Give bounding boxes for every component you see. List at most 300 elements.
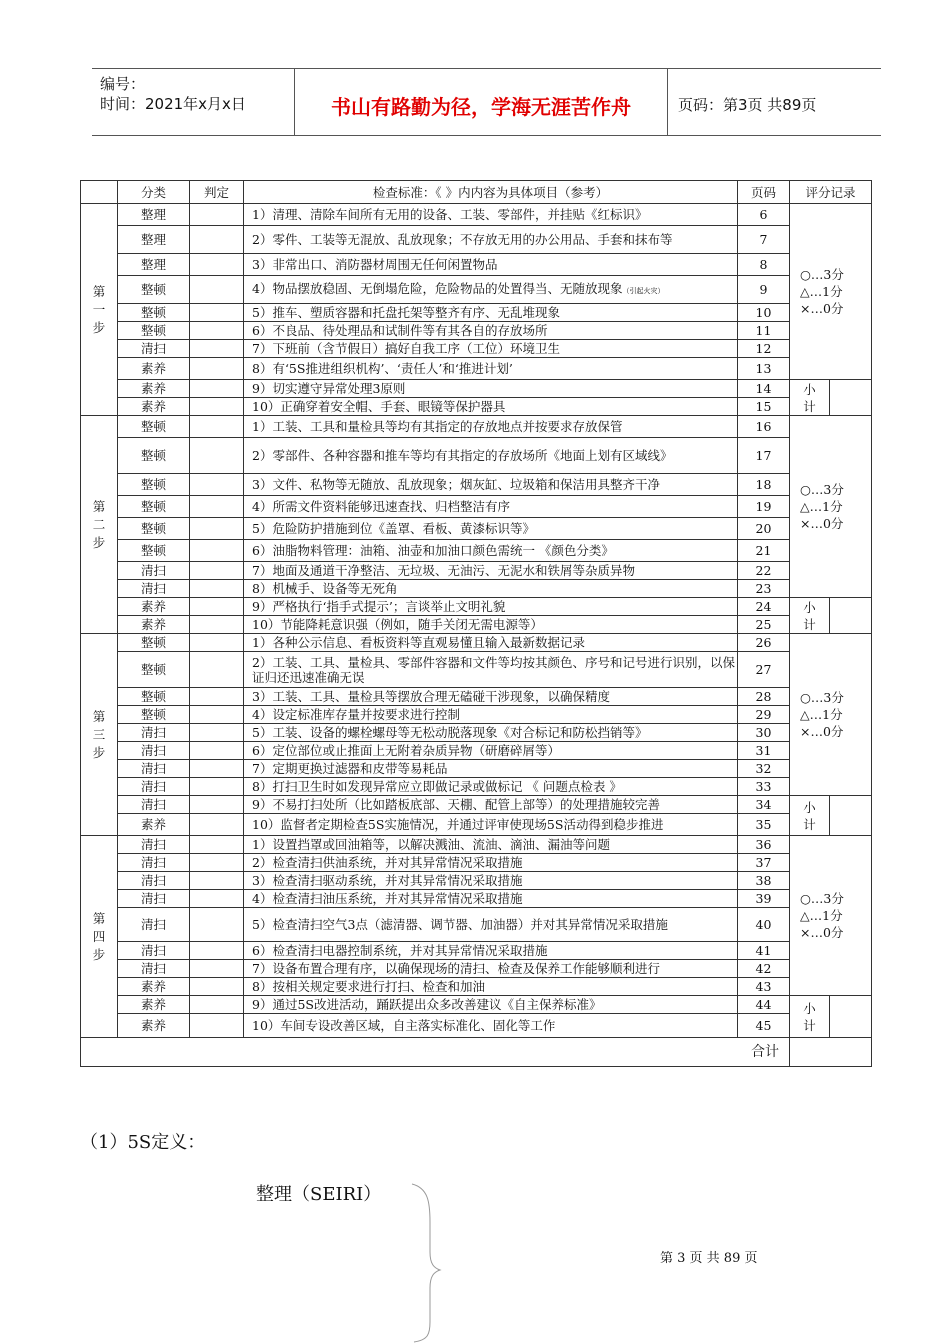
category-cell: 素养 bbox=[118, 1014, 190, 1038]
judgement-cell[interactable] bbox=[190, 474, 244, 496]
page-cell: 21 bbox=[738, 540, 790, 562]
standard-text: 7）设备布置合理有序，以确保现场的清扫、检查及保养工作能够顺利进行 bbox=[252, 961, 660, 976]
judgement-cell[interactable] bbox=[190, 872, 244, 890]
table-row bbox=[81, 960, 872, 978]
table-header-row bbox=[81, 181, 872, 204]
standard-cell bbox=[244, 890, 738, 908]
standard-cell bbox=[244, 474, 738, 496]
header-page-cell bbox=[668, 69, 881, 135]
judgement-cell[interactable] bbox=[190, 598, 244, 616]
standard-cell bbox=[244, 518, 738, 540]
standard-cell bbox=[244, 724, 738, 742]
page-cell: 13 bbox=[738, 358, 790, 380]
table-row bbox=[81, 688, 872, 706]
category-cell: 清扫 bbox=[118, 724, 190, 742]
category-cell: 素养 bbox=[118, 996, 190, 1014]
standard-text: 6）定位部位或止推面上无附着杂质异物（研磨碎屑等） bbox=[252, 743, 560, 758]
standard-cell bbox=[244, 204, 738, 226]
judgement-cell[interactable] bbox=[190, 1014, 244, 1038]
category-cell: 素养 bbox=[118, 598, 190, 616]
page-cell: 17 bbox=[738, 438, 790, 474]
standard-text: 2）零部件、各种容器和推车等均有其指定的存放场所《地面上划有区域线》 bbox=[252, 448, 673, 463]
category-cell: 整理 bbox=[118, 204, 190, 226]
page-cell: 10 bbox=[738, 304, 790, 322]
score-legend bbox=[790, 204, 872, 380]
standard-text: 8）有‘5S推进组织机构’、‘责任人’和‘推进计划’ bbox=[252, 361, 513, 376]
table-row bbox=[81, 416, 872, 438]
table-row bbox=[81, 358, 872, 380]
page-cell: 28 bbox=[738, 688, 790, 706]
score-legend bbox=[790, 416, 872, 598]
standard-text: 10）正确穿着安全帽、手套、眼镜等保护器具 bbox=[252, 399, 506, 414]
page-cell: 32 bbox=[738, 760, 790, 778]
page-cell: 15 bbox=[738, 398, 790, 416]
standard-text: 7）定期更换过滤器和皮带等易耗品 bbox=[252, 761, 448, 776]
category-cell: 整顿 bbox=[118, 438, 190, 474]
standard-text: 3）文件、私物等无随放、乱放现象；烟灰缸、垃圾箱和保洁用具整齐干净 bbox=[252, 477, 660, 492]
table-row bbox=[81, 580, 872, 598]
standard-text: 10）车间专设改善区域，自主落实标准化、固化等工作 bbox=[252, 1018, 556, 1033]
category-cell: 清扫 bbox=[118, 796, 190, 814]
category-cell: 清扫 bbox=[118, 836, 190, 854]
category-cell: 整顿 bbox=[118, 322, 190, 340]
table-row bbox=[81, 204, 872, 226]
standard-text: 4）设定标准库存量并按要求进行控制 bbox=[252, 707, 460, 722]
score-legend-cross: ×…0分 bbox=[800, 925, 844, 940]
page-cell: 11 bbox=[738, 322, 790, 340]
category-cell: 清扫 bbox=[118, 854, 190, 872]
step-label-text: 第三步 bbox=[92, 708, 106, 760]
page-cell: 26 bbox=[738, 634, 790, 652]
standard-text: 5）推车、塑质容器和托盘托架等整齐有序、无乱堆现象 bbox=[252, 305, 560, 320]
category-cell: 整顿 bbox=[118, 634, 190, 652]
score-legend-circle: ○…3分 bbox=[800, 891, 844, 906]
category-cell: 清扫 bbox=[118, 890, 190, 908]
standard-text: 8）机械手、设备等无死角 bbox=[252, 581, 398, 596]
page-cell: 33 bbox=[738, 778, 790, 796]
step-label-text: 第二步 bbox=[92, 498, 106, 550]
page-cell: 16 bbox=[738, 416, 790, 438]
subtotal-label-text: 小计 bbox=[803, 381, 816, 414]
score-legend-triangle: △…1分 bbox=[800, 908, 843, 923]
table-row bbox=[81, 778, 872, 796]
category-cell: 整顿 bbox=[118, 276, 190, 304]
page-cell: 27 bbox=[738, 652, 790, 688]
judgement-cell[interactable] bbox=[190, 854, 244, 872]
page-cell: 19 bbox=[738, 496, 790, 518]
checklist-body bbox=[81, 204, 872, 1038]
page-cell: 22 bbox=[738, 562, 790, 580]
step-label-text: 第四步 bbox=[92, 910, 106, 962]
standard-cell bbox=[244, 226, 738, 254]
judgement-cell[interactable] bbox=[190, 942, 244, 960]
category-cell: 素养 bbox=[118, 398, 190, 416]
category-cell: 素养 bbox=[118, 380, 190, 398]
category-cell: 整理 bbox=[118, 226, 190, 254]
subtotal-value-cell[interactable] bbox=[830, 796, 872, 836]
category-cell: 整顿 bbox=[118, 706, 190, 724]
subtotal-label bbox=[790, 598, 830, 634]
judgement-cell[interactable] bbox=[190, 778, 244, 796]
category-cell: 素养 bbox=[118, 616, 190, 634]
table-row bbox=[81, 398, 872, 416]
judgement-cell[interactable] bbox=[190, 518, 244, 540]
judgement-cell[interactable] bbox=[190, 890, 244, 908]
standard-text: 5）危险防护措施到位《盖罩、看板、黄漆标识等》 bbox=[252, 521, 535, 536]
page-cell: 30 bbox=[738, 724, 790, 742]
page-cell: 18 bbox=[738, 474, 790, 496]
judgement-cell[interactable] bbox=[190, 688, 244, 706]
judgement-cell[interactable] bbox=[190, 322, 244, 340]
standard-cell bbox=[244, 760, 738, 778]
score-legend-triangle: △…1分 bbox=[800, 284, 843, 299]
standard-text: 6）油脂物料管理：油箱、油壶和加油口颜色需统一 《颜色分类》 bbox=[252, 543, 614, 558]
col-header-score: 评分记录 bbox=[790, 181, 872, 204]
score-legend-triangle: △…1分 bbox=[800, 499, 843, 514]
table-row bbox=[81, 814, 872, 836]
standard-cell bbox=[244, 416, 738, 438]
page-cell: 41 bbox=[738, 942, 790, 960]
category-cell: 清扫 bbox=[118, 760, 190, 778]
table-row bbox=[81, 322, 872, 340]
judgement-cell[interactable] bbox=[190, 416, 244, 438]
motto-text: 书山有路勤为径，学海无涯苦作舟 bbox=[331, 95, 631, 119]
judgement-cell[interactable] bbox=[190, 276, 244, 304]
section-title: （1）5S定义： bbox=[80, 1132, 206, 1153]
page-cell: 43 bbox=[738, 978, 790, 996]
table-row bbox=[81, 616, 872, 634]
col-header-judgement: 判定 bbox=[190, 181, 244, 204]
step-label bbox=[81, 204, 118, 416]
table-row bbox=[81, 634, 872, 652]
subtotal-label-text: 小计 bbox=[803, 599, 816, 632]
judgement-cell[interactable] bbox=[190, 706, 244, 724]
category-cell: 清扫 bbox=[118, 580, 190, 598]
standard-text: 5）检查清扫空气3点（滤清器、调节器、加油器）并对其异常情况采取措施 bbox=[252, 917, 668, 932]
page-cell: 29 bbox=[738, 706, 790, 724]
category-cell: 清扫 bbox=[118, 562, 190, 580]
standard-text: 2）工装、工具、量检具、零部件容器和文件等均按其颜色、序号和记号进行识别，以保证归还迅速准确无误 bbox=[252, 654, 735, 685]
category-cell: 清扫 bbox=[118, 742, 190, 760]
standard-text: 1）设置挡罩或回油箱等，以解决溅油、流油、滴油、漏油等问题 bbox=[252, 837, 610, 852]
standard-text: 7）地面及通道干净整洁、无垃圾、无油污、无泥水和铁屑等杂质异物 bbox=[252, 563, 635, 578]
score-legend-cross: ×…0分 bbox=[800, 516, 844, 531]
header-motto-cell bbox=[294, 69, 668, 135]
standard-text: 7）下班前（含节假日）搞好自我工序（工位）环境卫生 bbox=[252, 341, 560, 356]
standard-cell bbox=[244, 996, 738, 1014]
code-label: 编号： bbox=[100, 75, 146, 93]
page-cell: 40 bbox=[738, 908, 790, 942]
table-row bbox=[81, 836, 872, 854]
page-cell: 8 bbox=[738, 254, 790, 276]
standard-cell bbox=[244, 540, 738, 562]
judgement-cell[interactable] bbox=[190, 652, 244, 688]
subtotal-value-cell[interactable] bbox=[830, 996, 872, 1038]
standard-text: 2）检查清扫供油系统，并对其异常情况采取措施 bbox=[252, 855, 523, 870]
judgement-cell[interactable] bbox=[190, 814, 244, 836]
judgement-cell[interactable] bbox=[190, 438, 244, 474]
table-row bbox=[81, 724, 872, 742]
standard-cell bbox=[244, 254, 738, 276]
table-row bbox=[81, 380, 872, 398]
judgement-cell[interactable] bbox=[190, 204, 244, 226]
page-cell: 23 bbox=[738, 580, 790, 598]
standard-cell bbox=[244, 380, 738, 398]
category-cell: 整顿 bbox=[118, 652, 190, 688]
definition-term: 整理（SEIRI） bbox=[256, 1184, 382, 1205]
category-cell: 素养 bbox=[118, 978, 190, 996]
table-row bbox=[81, 598, 872, 616]
score-legend-cross: ×…0分 bbox=[800, 724, 844, 739]
standard-cell bbox=[244, 276, 738, 304]
judgement-cell[interactable] bbox=[190, 634, 244, 652]
standard-text: 6）检查清扫电器控制系统，并对其异常情况采取措施 bbox=[252, 943, 548, 958]
step-label bbox=[81, 416, 118, 634]
standard-cell bbox=[244, 616, 738, 634]
document-header bbox=[92, 68, 881, 136]
page-cell: 38 bbox=[738, 872, 790, 890]
standard-text: 1）清理、清除车间所有无用的设备、工装、零部件，并挂贴《红标识》 bbox=[252, 207, 648, 222]
judgement-cell[interactable] bbox=[190, 580, 244, 598]
judgement-cell[interactable] bbox=[190, 960, 244, 978]
page-cell: 24 bbox=[738, 598, 790, 616]
standard-cell bbox=[244, 322, 738, 340]
table-row bbox=[81, 890, 872, 908]
standard-cell bbox=[244, 796, 738, 814]
curly-brace-icon bbox=[410, 1182, 450, 1344]
judgement-cell[interactable] bbox=[190, 562, 244, 580]
page-cell: 39 bbox=[738, 890, 790, 908]
col-header-step bbox=[81, 181, 118, 204]
table-row bbox=[81, 760, 872, 778]
category-cell: 整顿 bbox=[118, 540, 190, 562]
judgement-cell[interactable] bbox=[190, 742, 244, 760]
standard-text: 3）非常出口、消防器材周围无任何闲置物品 bbox=[252, 257, 498, 272]
table-row bbox=[81, 796, 872, 814]
category-cell: 清扫 bbox=[118, 872, 190, 890]
col-header-category: 分类 bbox=[118, 181, 190, 204]
checklist-table bbox=[80, 180, 872, 1067]
standard-cell bbox=[244, 814, 738, 836]
subtotal-value-cell[interactable] bbox=[830, 380, 872, 416]
judgement-cell[interactable] bbox=[190, 796, 244, 814]
judgement-cell[interactable] bbox=[190, 978, 244, 996]
page-cell: 42 bbox=[738, 960, 790, 978]
standard-cell bbox=[244, 398, 738, 416]
table-row bbox=[81, 1014, 872, 1038]
page-cell: 44 bbox=[738, 996, 790, 1014]
standard-text: 3）工装、工具、量检具等摆放合理无磕碰干涉现象，以确保精度 bbox=[252, 689, 610, 704]
standard-cell bbox=[244, 358, 738, 380]
subtotal-label-text: 小计 bbox=[803, 1000, 816, 1033]
table-row bbox=[81, 540, 872, 562]
judgement-cell[interactable] bbox=[190, 724, 244, 742]
standard-text: 9）通过5S改进活动，踊跃提出众多改善建议《自主保养标准》 bbox=[252, 997, 602, 1012]
category-cell: 整顿 bbox=[118, 688, 190, 706]
standard-text: 2）零件、工装等无混放、乱放现象；不存放无用的办公用品、手套和抹布等 bbox=[252, 232, 673, 247]
judgement-cell[interactable] bbox=[190, 996, 244, 1014]
header-meta-cell bbox=[92, 69, 294, 135]
standard-cell bbox=[244, 634, 738, 652]
table-row bbox=[81, 474, 872, 496]
total-value-cell[interactable] bbox=[790, 1038, 872, 1067]
table-row bbox=[81, 226, 872, 254]
standard-text: 9）切实遵守异常处理3原则 bbox=[252, 381, 406, 396]
subtotal-label bbox=[790, 380, 830, 416]
standard-cell bbox=[244, 580, 738, 598]
table-row bbox=[81, 996, 872, 1014]
table-row bbox=[81, 496, 872, 518]
table-row bbox=[81, 908, 872, 942]
standard-cell bbox=[244, 960, 738, 978]
step-label bbox=[81, 634, 118, 836]
standard-cell bbox=[244, 836, 738, 854]
category-cell: 清扫 bbox=[118, 908, 190, 942]
category-cell: 素养 bbox=[118, 814, 190, 836]
standard-cell bbox=[244, 652, 738, 688]
judgement-cell[interactable] bbox=[190, 398, 244, 416]
standard-text: 6）不良品、待处理品和试制件等有其各自的存放场所 bbox=[252, 323, 548, 338]
standard-text: 10）节能降耗意识强（例如，随手关闭无需电源等） bbox=[252, 617, 543, 632]
standard-cell bbox=[244, 872, 738, 890]
table-row bbox=[81, 562, 872, 580]
standard-cell bbox=[244, 854, 738, 872]
standard-text: 9）严格执行‘指手式提示’；言谈举止文明礼貌 bbox=[252, 599, 506, 614]
footer-page-number: 第 3 页 共 89 页 bbox=[660, 1251, 758, 1266]
category-cell: 整顿 bbox=[118, 496, 190, 518]
col-header-page: 页码 bbox=[738, 181, 790, 204]
header-page-label: 页码：第3页 共89页 bbox=[678, 96, 817, 114]
standard-cell bbox=[244, 598, 738, 616]
standard-text: 9）不易打扫处所（比如踏板底部、天棚、配管上部等）的处理措施较完善 bbox=[252, 797, 660, 812]
standard-cell bbox=[244, 340, 738, 358]
judgement-cell[interactable] bbox=[190, 540, 244, 562]
table-row bbox=[81, 742, 872, 760]
score-legend-circle: ○…3分 bbox=[800, 482, 844, 497]
step-label bbox=[81, 836, 118, 1038]
category-cell: 整顿 bbox=[118, 474, 190, 496]
category-cell: 清扫 bbox=[118, 942, 190, 960]
judgement-cell[interactable] bbox=[190, 254, 244, 276]
page-cell: 25 bbox=[738, 616, 790, 634]
table-row bbox=[81, 254, 872, 276]
judgement-cell[interactable] bbox=[190, 358, 244, 380]
standard-text: 5）工装、设备的螺栓螺母等无松动脱落现象《对合标记和防松挡销等》 bbox=[252, 725, 648, 740]
standard-cell bbox=[244, 706, 738, 724]
judgement-cell[interactable] bbox=[190, 908, 244, 942]
table-row bbox=[81, 978, 872, 996]
judgement-cell[interactable] bbox=[190, 340, 244, 358]
category-cell: 整顿 bbox=[118, 304, 190, 322]
subtotal-label bbox=[790, 796, 830, 836]
category-cell: 清扫 bbox=[118, 340, 190, 358]
category-cell: 整顿 bbox=[118, 416, 190, 438]
standard-cell bbox=[244, 978, 738, 996]
table-row bbox=[81, 340, 872, 358]
page-cell: 12 bbox=[738, 340, 790, 358]
page-cell: 34 bbox=[738, 796, 790, 814]
table-row bbox=[81, 276, 872, 304]
page-cell: 36 bbox=[738, 836, 790, 854]
page-cell: 31 bbox=[738, 742, 790, 760]
score-legend-triangle: △…1分 bbox=[800, 707, 843, 722]
standard-text: 1）工装、工具和量检具等均有其指定的存放地点并按要求存放保管 bbox=[252, 419, 623, 434]
standard-text: 10）监督者定期检查5S实施情况，并通过评审使现场5S活动得到稳步推进 bbox=[252, 817, 664, 832]
standard-text: 8）打扫卫生时如发现异常应立即做记录或做标记 《 问题点检表 》 bbox=[252, 779, 622, 794]
table-row bbox=[81, 706, 872, 724]
standard-cell bbox=[244, 496, 738, 518]
standard-cell bbox=[244, 1014, 738, 1038]
standard-text: 8）按相关规定要求进行打扫、检查和加油 bbox=[252, 979, 485, 994]
table-row bbox=[81, 854, 872, 872]
standard-text: 4）物品摆放稳固、无倒塌危险，危险物品的处置得当、无随放现象 bbox=[252, 280, 623, 296]
page-cell: 35 bbox=[738, 814, 790, 836]
standard-text: 3）检查清扫驱动系统，并对其异常情况采取措施 bbox=[252, 873, 523, 888]
total-row bbox=[81, 1038, 872, 1067]
standard-cell bbox=[244, 742, 738, 760]
page-cell: 14 bbox=[738, 380, 790, 398]
standard-text: 1）各种公示信息、看板资料等直观易懂且输入最新数据记录 bbox=[252, 635, 585, 650]
judgement-cell[interactable] bbox=[190, 496, 244, 518]
page-cell: 6 bbox=[738, 204, 790, 226]
page-cell: 37 bbox=[738, 854, 790, 872]
total-label: 合计 bbox=[81, 1038, 790, 1067]
standard-cell bbox=[244, 908, 738, 942]
subtotal-value-cell[interactable] bbox=[830, 598, 872, 634]
standard-cell bbox=[244, 778, 738, 796]
judgement-cell[interactable] bbox=[190, 226, 244, 254]
score-legend-circle: ○…3分 bbox=[800, 690, 844, 705]
page-cell: 45 bbox=[738, 1014, 790, 1038]
standard-cell bbox=[244, 688, 738, 706]
judgement-cell[interactable] bbox=[190, 380, 244, 398]
category-cell: 整理 bbox=[118, 254, 190, 276]
standard-text: 4）所需文件资料能够迅速查找、归档整洁有序 bbox=[252, 499, 510, 514]
subtotal-label bbox=[790, 996, 830, 1038]
score-legend-circle: ○…3分 bbox=[800, 267, 844, 282]
table-row bbox=[81, 518, 872, 540]
standard-cell bbox=[244, 562, 738, 580]
standard-text: 4）检查清扫油压系统，并对其异常情况采取措施 bbox=[252, 891, 523, 906]
subtotal-label-text: 小计 bbox=[803, 799, 816, 832]
standard-note: （引起火灾） bbox=[622, 286, 665, 295]
step-label-text: 第一步 bbox=[92, 283, 106, 335]
category-cell: 清扫 bbox=[118, 778, 190, 796]
category-cell: 清扫 bbox=[118, 960, 190, 978]
page-cell: 7 bbox=[738, 226, 790, 254]
page-cell: 20 bbox=[738, 518, 790, 540]
standard-cell bbox=[244, 942, 738, 960]
table-row bbox=[81, 872, 872, 890]
judgement-cell[interactable] bbox=[190, 304, 244, 322]
standard-cell bbox=[244, 438, 738, 474]
judgement-cell[interactable] bbox=[190, 760, 244, 778]
standard-cell bbox=[244, 304, 738, 322]
table-row bbox=[81, 304, 872, 322]
judgement-cell[interactable] bbox=[190, 616, 244, 634]
category-cell: 素养 bbox=[118, 358, 190, 380]
col-header-standard: 检查标准：《 》内内容为具体项目（参考） bbox=[244, 181, 738, 204]
time-label: 时间：2021年x月x日 bbox=[100, 95, 246, 113]
category-cell: 整顿 bbox=[118, 518, 190, 540]
page-cell: 9 bbox=[738, 276, 790, 304]
score-legend bbox=[790, 836, 872, 996]
judgement-cell[interactable] bbox=[190, 836, 244, 854]
score-legend-cross: ×…0分 bbox=[800, 301, 844, 316]
score-legend bbox=[790, 634, 872, 796]
table-row bbox=[81, 438, 872, 474]
table-row bbox=[81, 942, 872, 960]
